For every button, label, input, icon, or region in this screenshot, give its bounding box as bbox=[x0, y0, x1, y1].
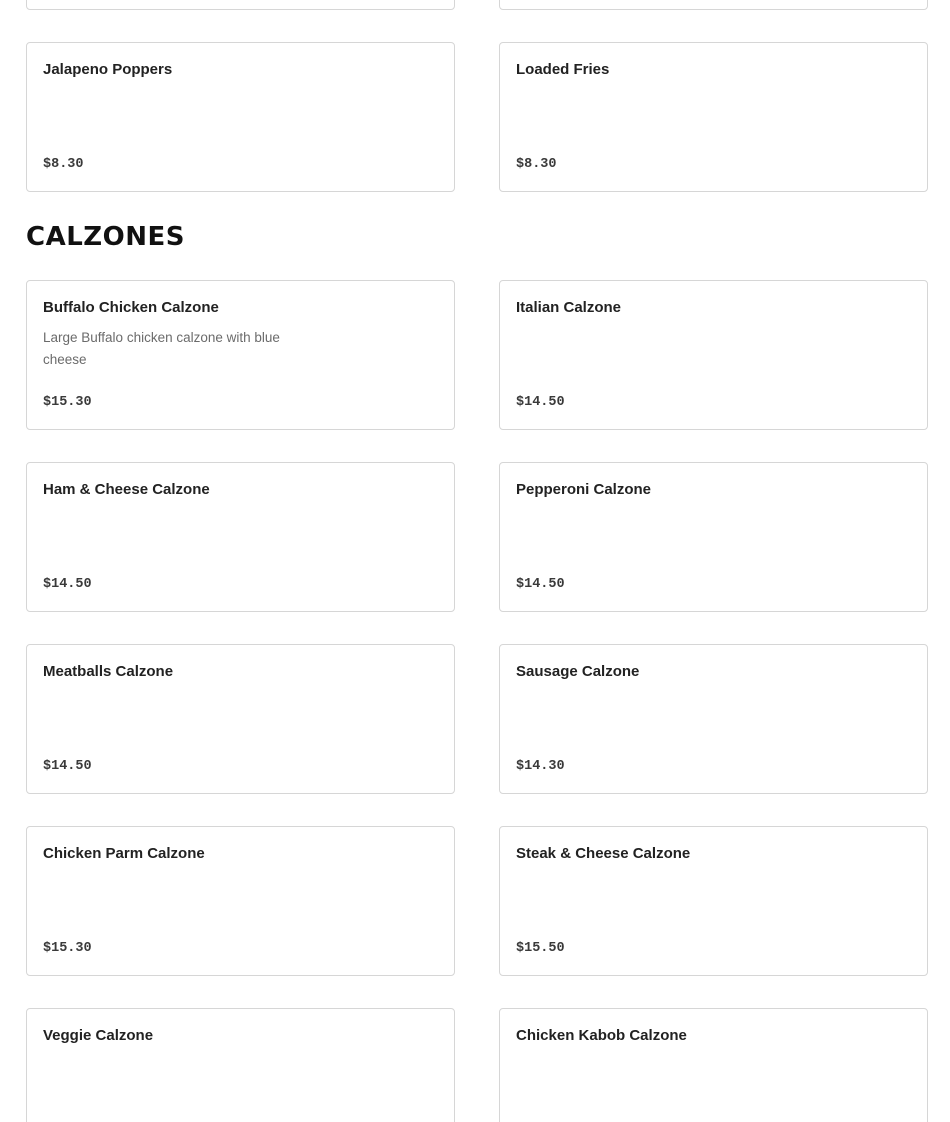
menu-item-name: Buffalo Chicken Calzone bbox=[43, 299, 219, 316]
menu-item-name: Italian Calzone bbox=[516, 299, 622, 316]
menu-item-name: Jalapeno Poppers bbox=[43, 61, 173, 78]
menu-item-card[interactable] bbox=[26, 42, 455, 192]
menu-item-card[interactable] bbox=[499, 826, 928, 976]
menu-item-name: Chicken Kabob Calzone bbox=[516, 1027, 687, 1044]
menu-item-card[interactable] bbox=[499, 0, 928, 10]
menu-item-name: Loaded Fries bbox=[516, 61, 610, 78]
menu-item-card[interactable] bbox=[499, 42, 928, 192]
menu-item-name: Sausage Calzone bbox=[516, 663, 640, 680]
menu-item-price: $14.50 bbox=[516, 577, 565, 592]
menu-item-card[interactable] bbox=[499, 644, 928, 794]
menu-item-card[interactable] bbox=[26, 1008, 455, 1122]
menu-item-name: Ham & Cheese Calzone bbox=[43, 481, 210, 498]
menu-item-price: $8.30 bbox=[516, 157, 557, 172]
menu-item-card[interactable] bbox=[26, 644, 455, 794]
menu-item-card[interactable] bbox=[499, 1008, 928, 1122]
menu-item-price: $14.50 bbox=[43, 759, 92, 774]
menu-item-card[interactable] bbox=[499, 280, 928, 430]
menu-item-price: $14.50 bbox=[43, 577, 92, 592]
menu-item-price: $15.50 bbox=[516, 941, 565, 956]
menu-item-price: $14.30 bbox=[516, 759, 565, 774]
menu-item-card[interactable] bbox=[499, 462, 928, 612]
menu-item-description: Large Buffalo chicken calzone with blue cheese bbox=[43, 330, 280, 367]
menu-item-card[interactable] bbox=[26, 826, 455, 976]
menu-item-name: Veggie Calzone bbox=[43, 1027, 154, 1044]
menu-item-price: $8.30 bbox=[43, 157, 84, 172]
menu-item-card[interactable] bbox=[26, 280, 455, 430]
menu-item-name: Steak & Cheese Calzone bbox=[516, 845, 691, 862]
menu-item-card[interactable] bbox=[26, 0, 455, 10]
section-title-calzones: CALZONES bbox=[26, 222, 185, 252]
menu-item-name: Chicken Parm Calzone bbox=[43, 845, 205, 862]
menu-item-name: Pepperoni Calzone bbox=[516, 481, 652, 498]
menu-item-name: Meatballs Calzone bbox=[43, 663, 174, 680]
menu-item-price: $14.50 bbox=[516, 395, 565, 410]
menu-item-card[interactable] bbox=[26, 462, 455, 612]
menu-item-price: $15.30 bbox=[43, 395, 92, 410]
menu-item-price: $15.30 bbox=[43, 941, 92, 956]
